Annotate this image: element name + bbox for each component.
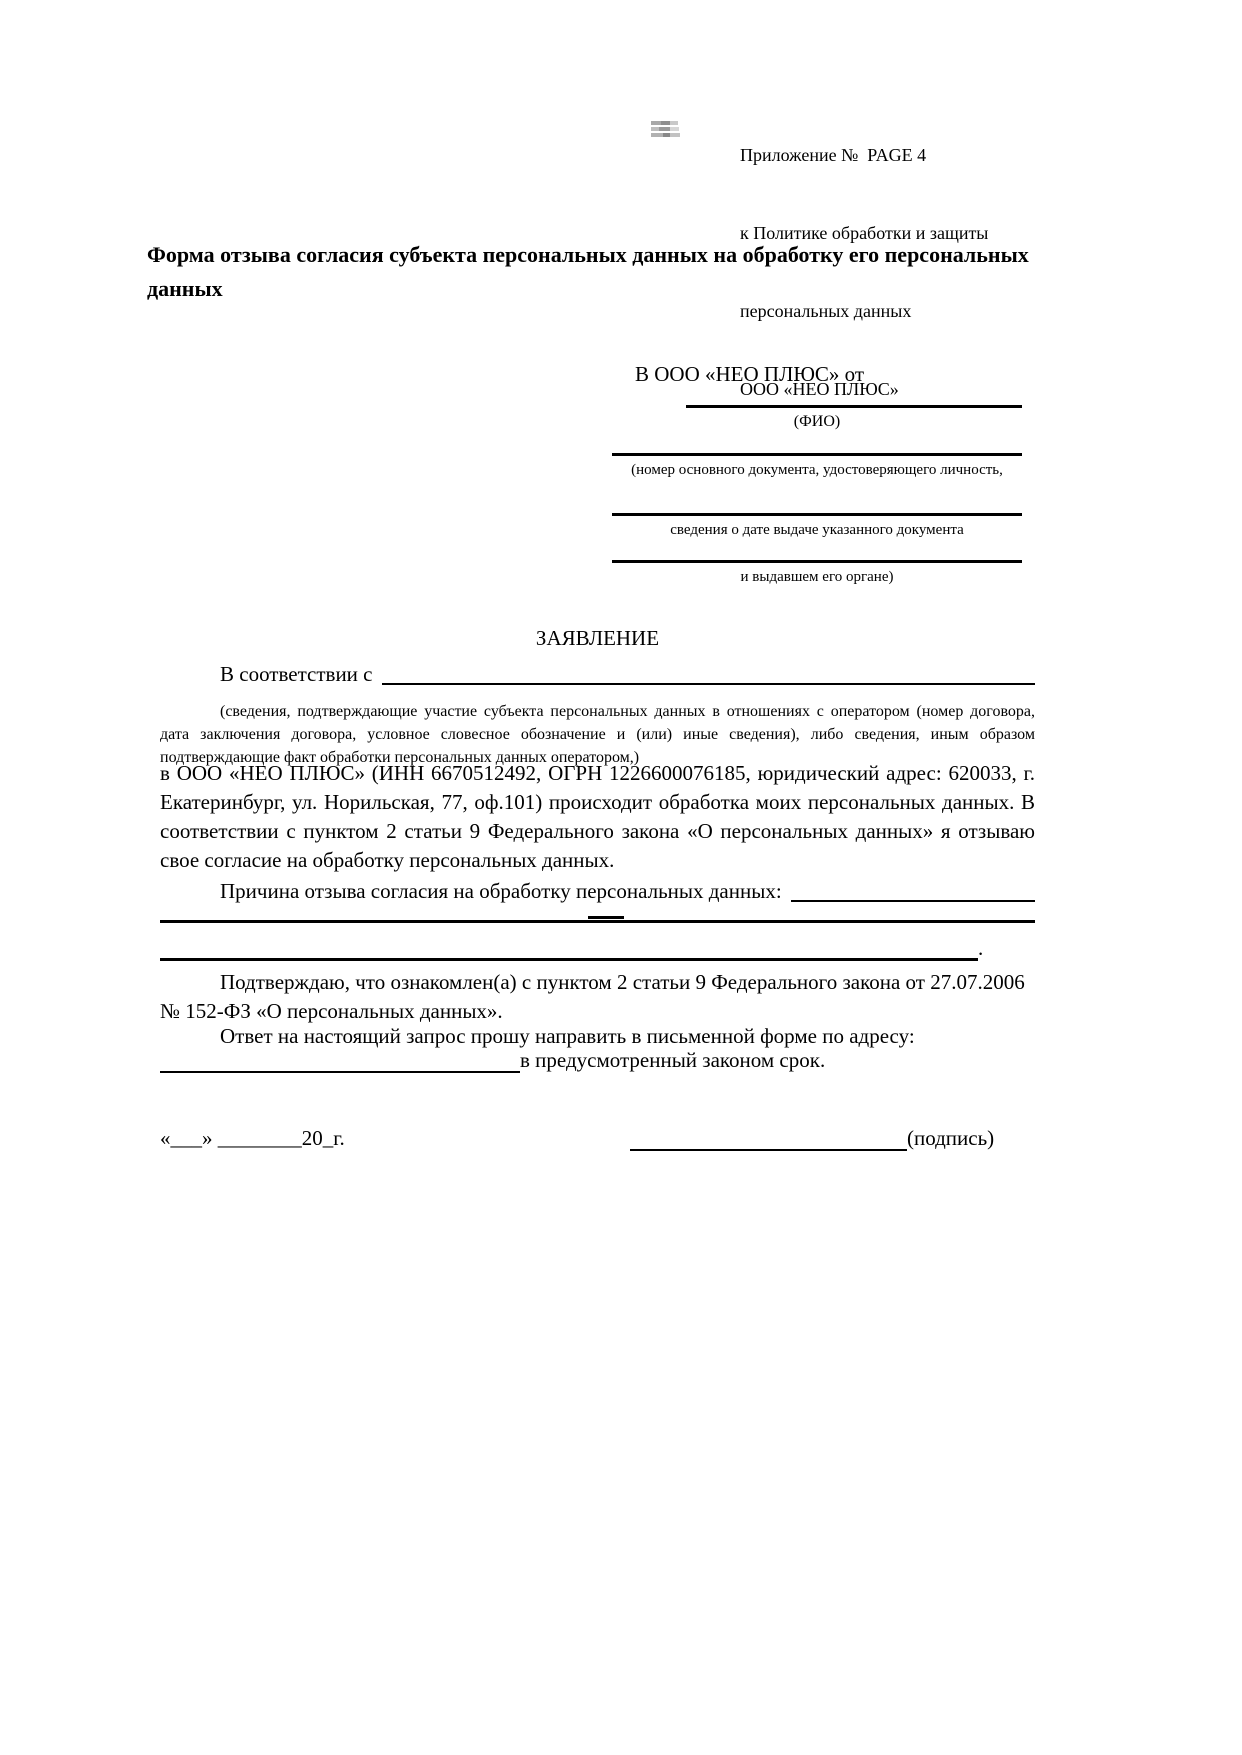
reason-blank-row-3 xyxy=(160,936,1035,961)
statement-body: в ООО «НЕО ПЛЮС» (ИНН 6670512492, ОГРН 1226600076185, юридический адрес: 620033, г. Екатеринбург, ул. Норильская, 77, оф.101) происходит обработка моих персональных данных. В соответствии с пунктом 2 статьи 9 Федерального закона «О персональных данных» я отзываю свое согласие на обработку персональных данных. xyxy=(160,761,1035,872)
addressee-line: В ООО «НЕО ПЛЮС» от xyxy=(635,362,865,386)
fio-blank-line xyxy=(686,405,1022,408)
issuer-caption: и выдавшем его органе) xyxy=(740,569,894,585)
doc-number-blank-line xyxy=(612,453,1022,456)
confirmation-paragraph: Подтверждаю, что ознакомлен(а) с пунктом 2 статьи 9 Федерального закона от 27.07.2006 № 152-ФЗ «О персональных данных». xyxy=(160,970,1025,1023)
appendix-header-line: к Политике обработки и защиты xyxy=(740,223,989,243)
signature-group xyxy=(630,1126,994,1151)
reason-blank-line xyxy=(791,900,1035,902)
reply-address-row xyxy=(160,1048,1035,1073)
appendix-header-line: ООО «НЕО ПЛЮС» xyxy=(740,379,899,399)
address-blank-line xyxy=(160,1049,520,1073)
signature-caption: (подпись) xyxy=(907,1126,995,1150)
reason-label: Причина отзыва согласия на обработку персональных данных: xyxy=(220,879,782,903)
appendix-header-line: Приложение № PAGE 4 xyxy=(740,145,927,165)
issue-date-caption: сведения о дате выдаче указанного документа xyxy=(670,522,964,538)
fio-caption: (ФИО) xyxy=(793,413,841,430)
statement-heading: ЗАЯВЛЕНИЕ xyxy=(535,626,660,650)
reply-intro: Ответ на настоящий запрос прошу направить в письменной форме по адресу: xyxy=(220,1024,915,1048)
issuer-blank-line xyxy=(612,560,1022,563)
intro-blank-line xyxy=(382,683,1036,685)
intro-footnote: (сведения, подтверждающие участие субъекта персональных данных в отношениях с оператором (номер договора, дата заключения договора, условное словесное обозначение и (или) иные сведения), либо сведения, иным образом подтверждающие факт обработки персональных данных оператором,) xyxy=(160,703,1035,766)
intro-text: В соответствии с xyxy=(220,662,373,686)
reason-blank-line-3 xyxy=(160,939,978,961)
reason-row xyxy=(160,879,1035,904)
date-signature-row xyxy=(160,1126,1035,1151)
blank-line-period: . xyxy=(978,936,984,960)
intro-row xyxy=(160,662,1035,687)
signature-blank-line xyxy=(630,1127,907,1151)
date-blank-text: «___» ________20_г. xyxy=(160,1126,345,1150)
embedded-object-artifact-icon xyxy=(651,119,681,141)
document-title: Форма отзыва согласия субъекта персональных данных на обработку его персональных данных xyxy=(147,242,1029,301)
reply-tail-text: в предусмотренный законом срок. xyxy=(520,1048,826,1072)
doc-number-caption: (номер основного документа, удостоверяющего личность, xyxy=(631,462,1003,478)
appendix-header-line: персональных данных xyxy=(740,301,912,321)
issue-date-blank-line xyxy=(612,513,1022,516)
reason-blank-line-2 xyxy=(160,920,1035,923)
stray-dash-artifact xyxy=(588,916,624,919)
